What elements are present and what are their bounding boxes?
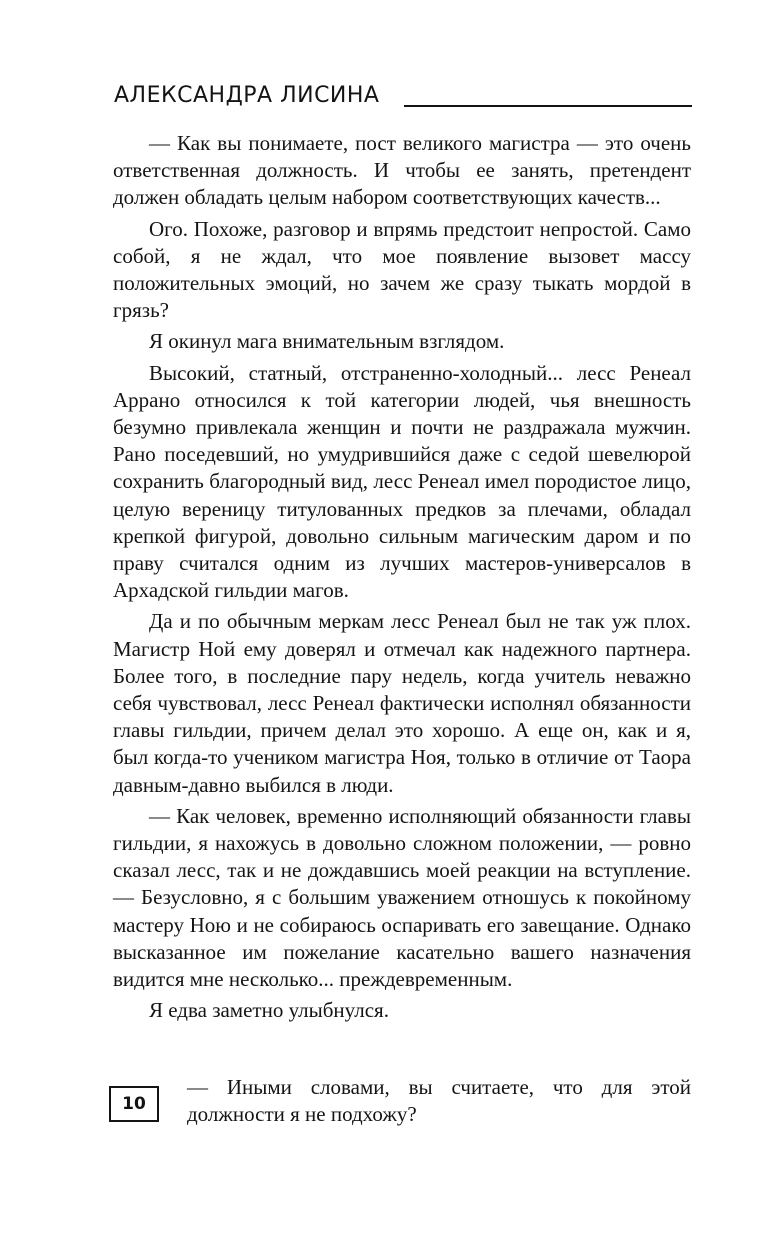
paragraph: Да и по обычным меркам лесс Ренеал был не так уж плох. Магистр Ной ему доверял и отмечал как надежного партнера. Более того, в последние пару недель, когда учитель неважно себя чувствовал, лесс Ренеал фактически исполнял обязанности главы гильдии, причем делал это хорошо. А еще он, как и я, был когда-то учеником магистра Ноя, только в отличие от Таора давным-давно выбился в люди.	[113, 609, 691, 797]
body-text	[113, 130, 691, 1025]
paragraph: — Как вы понимаете, пост великого магистра — это очень ответственная должность. И чтобы ее занять, претендент должен обладать целым набором соответствующих качеств...	[113, 131, 691, 210]
paragraph: Высокий, статный, отстраненно-холодный... лесс Ренеал Аррано относился к той категории людей, чья внешность безумно привлекала женщин и почти не раздражала мужчин. Рано поседевший, но умудрившийся даже с седой шевелюрой сохранить благородный вид, лесс Ренеал имел породистое лицо, целую вереницу титулованных предков за плечами, обладал крепкой фигурой, довольно сильным магическим даром и по праву считался одним из лучших мастеров-универсалов в Архадской гильдии магов.	[113, 360, 691, 603]
paragraph: — Иными словами, вы считаете, что для этой должности я не подхожу?	[187, 1075, 691, 1127]
paragraph: Я едва заметно улыбнулся.	[149, 998, 389, 1023]
header-rule	[404, 105, 692, 107]
author-name: АЛЕКСАНДРА ЛИСИНА	[114, 83, 380, 108]
running-header	[114, 81, 692, 111]
paragraph: — Как человек, временно исполняющий обязанности главы гильдии, я нахожусь в довольно сложном положении, — ровно сказал лесс, так и не дождавшись моей реакции на вступление. — Безусловно, я с большим уважением отношусь к покойному мастеру Ною и не собираюсь оспаривать его завещание. Однако высказанное им пожелание касательно вашего назначения видится мне несколько... преждевременным.	[113, 803, 691, 992]
paragraph: Я окинул мага внимательным взглядом.	[149, 329, 505, 354]
paragraph: Ого. Похоже, разговор и впрямь предстоит непростой. Само собой, я не ждал, что мое появление вызовет массу положительных эмоций, но зачем же сразу тыкать мордой в грязь?	[113, 216, 691, 323]
final-paragraph-block	[187, 1074, 691, 1128]
page-number: 10	[109, 1086, 159, 1122]
